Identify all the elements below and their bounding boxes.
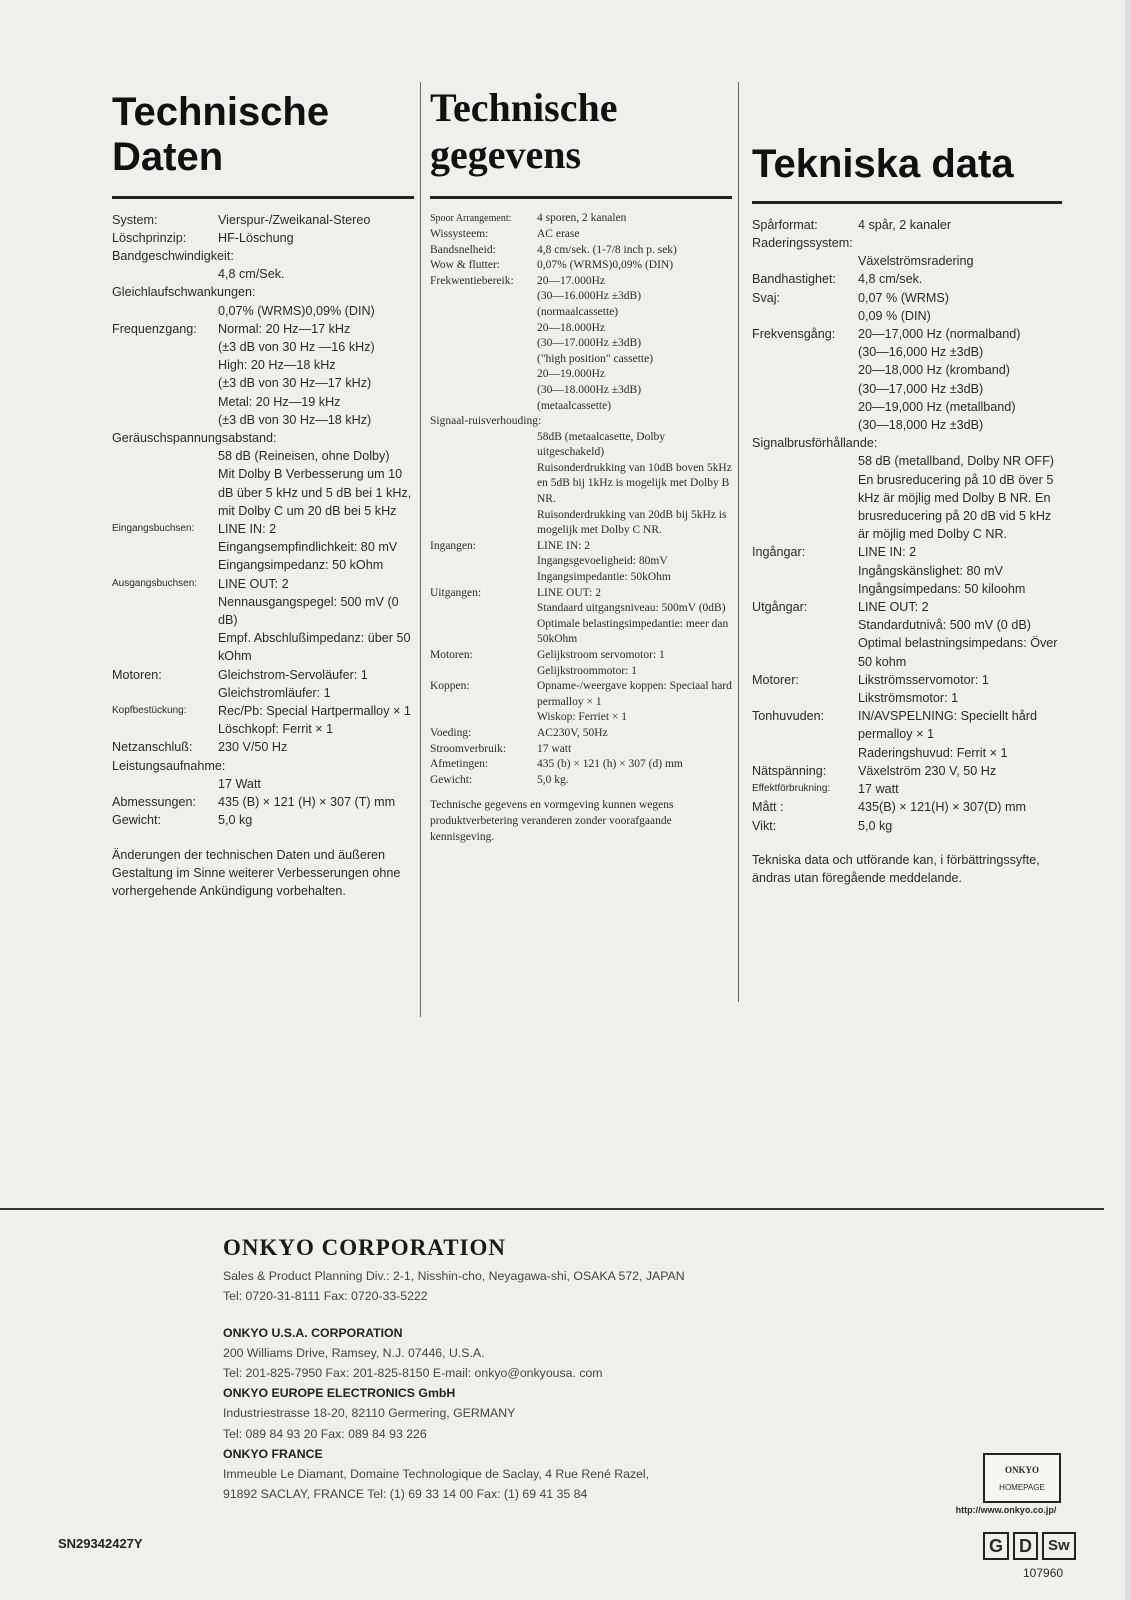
spec-row — [430, 679, 732, 726]
spec-value-line: 4,8 cm/sek. — [858, 272, 923, 287]
spec-row — [430, 757, 732, 773]
spec-row — [430, 742, 732, 758]
spec-value-line: 20—18,000 Hz (kromband) — [858, 363, 1010, 378]
serial-number: SN29342427Y — [58, 1536, 143, 1551]
spec-value-line: LINE OUT: 2 — [858, 600, 929, 615]
spec-label — [752, 252, 858, 270]
spec-row — [430, 258, 732, 274]
page-edge — [1125, 0, 1131, 1600]
spec-value — [537, 726, 732, 742]
spec-row — [752, 216, 1062, 234]
homepage-url: http://www.onkyo.co.jp/ — [955, 1505, 1057, 1515]
spec-row — [112, 429, 414, 447]
swedish-column — [752, 84, 1062, 887]
spec-label: Eingangsbuchsen: — [112, 523, 195, 535]
onkyo-homepage-logo — [955, 1453, 1063, 1515]
spec-value — [537, 757, 732, 773]
spec-value-line: AC erase — [537, 227, 580, 240]
spec-value-line: Ingångsimpedans: 50 kiloohm — [858, 581, 1026, 596]
swedish-note: Tekniska data och utförande kan, i förbättringssyfte, ändras utan föregående meddelande. — [752, 852, 1040, 885]
spec-row — [430, 211, 732, 227]
spec-label: Utgångar: — [752, 600, 808, 615]
spec-row — [752, 325, 1062, 434]
swedish-spec-list — [752, 216, 1062, 835]
spec-value — [858, 325, 1062, 434]
spec-value-line: 4 sporen, 2 kanalen — [537, 212, 627, 225]
spec-label: Svaj: — [752, 290, 780, 305]
spec-value-line: (±3 dB von 30 Hz—18 kHz) — [218, 412, 372, 427]
spec-label: Gewicht: — [112, 813, 161, 828]
spec-row — [752, 762, 1062, 780]
logo-box — [983, 1453, 1061, 1503]
spec-value-line: Gelijkstroom servomotor: 1 — [537, 649, 665, 661]
spec-value — [218, 775, 414, 793]
spec-value — [537, 773, 732, 789]
france-address-line2: 91892 SACLAY, FRANCE Tel: (1) 69 33 14 00 Fax: (1) 69 41 35 84 — [223, 1487, 588, 1502]
spec-value-line: (±3 dB von 30 Hz —16 kHz) — [218, 340, 375, 355]
spec-label — [112, 302, 218, 320]
german-title-rule — [112, 196, 414, 199]
spec-value-line: HF-Löschung — [218, 230, 294, 245]
spec-row — [752, 234, 1062, 252]
spec-label: Frekvensgång: — [752, 327, 836, 342]
spec-value-line: Empf. Abschlußimpedanz: über 50 kOhm — [218, 631, 411, 664]
dutch-spec-list — [430, 211, 732, 788]
spec-row — [112, 757, 414, 775]
spec-label: Geräuschspannungsabstand: — [112, 431, 277, 446]
spec-row — [112, 666, 414, 702]
spec-value-line: Optimale belastingsimpedantie: meer dan 50kOhm — [537, 617, 729, 646]
spec-value — [858, 289, 1062, 325]
spec-label: Koppen: — [430, 680, 470, 693]
spec-value — [858, 671, 1062, 707]
spec-value — [218, 666, 414, 702]
spec-label: Frequenzgang: — [112, 321, 197, 336]
spec-value-line: AC230V, 50Hz — [537, 726, 608, 739]
spec-label: Ingångar: — [752, 545, 806, 560]
spec-value-line: 20—17,000 Hz (normalband) — [858, 327, 1021, 342]
spec-label: Uitgangen: — [430, 586, 482, 599]
spec-value-line: 5,0 kg — [858, 818, 893, 833]
europe-phone: Tel: 089 84 93 20 Fax: 089 84 93 226 — [223, 1426, 427, 1441]
spec-label: Afmetingen: — [430, 758, 489, 771]
spec-row — [430, 274, 732, 414]
spec-value-line: Normal: 20 Hz—17 kHz — [218, 321, 351, 336]
spec-row — [112, 775, 414, 793]
spec-value-line: 58 dB (Reineisen, ohne Dolby) — [218, 449, 390, 464]
spec-value-line: 4 spår, 2 kanaler — [858, 217, 952, 232]
spec-value-line: Växelström 230 V, 50 Hz — [858, 763, 997, 778]
spec-value — [218, 229, 414, 247]
german-note: Änderungen der technischen Daten und äußeren Gestaltung im Sinne weiterer Verbesserungen ohne vorhergehende Ankündigung vorbehalten. — [112, 847, 401, 898]
usa-address: 200 Williams Drive, Ramsey, N.J. 07446, U.S.A. — [223, 1345, 485, 1360]
spec-value — [218, 811, 414, 829]
spec-row — [430, 726, 732, 742]
spec-row — [752, 543, 1062, 598]
spec-value-line: (30—17,000 Hz ±3dB) — [858, 381, 984, 396]
spec-label: Motoren: — [112, 667, 162, 682]
spec-value-line: Metal: 20 Hz—19 kHz — [218, 394, 341, 409]
spec-value-line: Gleichstrom-Servoläufer: 1 — [218, 667, 368, 682]
german-title: Technische Daten — [112, 90, 330, 179]
spec-value — [858, 543, 1062, 598]
spec-value-line: 0,07% (WRMS)0,09% (DIN) — [218, 303, 375, 318]
spec-value — [218, 520, 414, 575]
spec-value-line: 435 (B) × 121 (H) × 307 (T) mm — [218, 795, 396, 810]
spec-row — [112, 811, 414, 829]
spec-value-line: Ruisonderdrukking van 10dB boven 5kHz en 5dB bij 1kHz is mogelijk met Dolby B NR. — [537, 461, 732, 506]
spec-value — [537, 679, 732, 726]
spec-value-line: Växelströmsradering — [858, 254, 974, 269]
spec-value-line: Nennausgangspegel: 500 mV (0 dB) — [218, 594, 399, 628]
spec-value — [537, 243, 732, 259]
spec-label: Frekwentiebereik: — [430, 274, 514, 287]
spec-row — [430, 243, 732, 259]
spec-label: Effektförbrukning: — [752, 783, 831, 795]
spec-label: Wow & flutter: — [430, 259, 500, 272]
spec-value-line: Likströmsmotor: 1 — [858, 691, 959, 706]
spec-value — [218, 265, 414, 283]
spec-value-line: Vierspur-/Zweikanal-Stereo — [218, 212, 371, 227]
spec-value — [537, 274, 732, 414]
spec-label: Kopfbestückung: — [112, 705, 187, 717]
france-address: Immeuble Le Diamant, Domaine Technologique de Saclay, 4 Rue René Razel, — [223, 1467, 650, 1482]
spec-value-line: 0,09 % (DIN) — [858, 308, 931, 323]
spec-row — [112, 283, 414, 301]
spec-row — [752, 289, 1062, 325]
spec-value-line: LINE IN: 2 — [537, 539, 591, 552]
spec-row — [430, 773, 732, 789]
spec-value — [537, 258, 732, 274]
spec-label: Tonhuvuden: — [752, 709, 825, 724]
spec-label: Bandhastighet: — [752, 272, 837, 287]
spec-value-line: 0,07 % (WRMS) — [858, 290, 949, 305]
spec-value-line: LINE OUT: 2 — [537, 586, 601, 599]
spec-value-line: Optimal belastningsimpedans: Över 50 kohm — [858, 636, 1058, 669]
spec-row — [752, 707, 1062, 762]
corporation-name: ONKYO CORPORATION — [223, 1235, 506, 1260]
document-code: 107960 — [1023, 1566, 1064, 1580]
spec-value-line: IN/AVSPELNING: Speciellt hård permalloy × 1 — [858, 709, 1037, 742]
spec-row — [752, 817, 1062, 835]
spec-value — [537, 430, 732, 539]
spec-label: Netzanschluß: — [112, 740, 193, 755]
spec-value-line: High: 20 Hz—18 kHz — [218, 358, 336, 373]
spec-label: Löschprinzip: — [112, 230, 187, 245]
language-code-g: G — [983, 1532, 1009, 1560]
spec-value — [858, 780, 1062, 798]
spec-row — [112, 247, 414, 265]
spec-label: Motorer: — [752, 672, 799, 687]
spec-value-line: Ingangsimpedantie: 50kOhm — [537, 571, 671, 584]
spec-value-line: En brusreducering på 10 dB över 5 kHz är möjlig med Dolby B NR. En brusreducering på 20 dB vid 5 kHz är möjlig med Dolby C NR. — [858, 472, 1054, 542]
spec-value-line: Gleichstromläufer: 1 — [218, 685, 331, 700]
spec-value — [858, 598, 1062, 671]
spec-value-line: LINE IN: 2 — [218, 522, 277, 537]
spec-label — [112, 265, 218, 283]
spec-value — [858, 216, 1062, 234]
column-divider-2 — [738, 82, 739, 1002]
corporation-address: Sales & Product Planning Div.: 2-1, Nisshin-cho, Neyagawa-shi, OSAKA 572, JAPAN — [223, 1269, 685, 1284]
spec-value-line: 5,0 kg — [218, 813, 253, 828]
spec-value-line: Opname-/weergave koppen: Speciaal hard permalloy × 1 — [537, 680, 732, 708]
spec-label — [430, 430, 537, 539]
spec-value — [537, 227, 732, 243]
spec-value-line: LINE OUT: 2 — [218, 576, 289, 591]
dutch-title-rule — [430, 196, 732, 199]
german-column — [112, 84, 414, 900]
spec-row — [112, 520, 414, 575]
spec-value — [537, 539, 732, 586]
spec-value-line: 17 watt — [858, 782, 899, 797]
corporation-phone: Tel: 0720-31-8111 Fax: 0720-33-5222 — [223, 1289, 428, 1304]
spec-value-line: 435(B) × 121(H) × 307(D) mm — [858, 800, 1026, 815]
spec-row — [430, 430, 732, 539]
spec-value-line: 17 Watt — [218, 776, 261, 791]
spec-value-line: Rec/Pb: Special Hartpermalloy × 1 — [218, 704, 411, 719]
logo-brand: ONKYO — [1004, 1465, 1039, 1475]
spec-value-line: Löschkopf: Ferrit × 1 — [218, 722, 334, 737]
spec-value — [537, 211, 732, 227]
spec-label: Ingangen: — [430, 539, 476, 552]
spec-value — [218, 320, 414, 429]
spec-value-line: 20—18.000Hz — [537, 321, 606, 334]
spec-value-line: 17 watt — [537, 742, 572, 755]
spec-value-line: (normaalcassette) — [537, 305, 619, 318]
spec-label: Vikt: — [752, 818, 777, 833]
spec-value-line: Eingangsempfindlichkeit: 80 mV — [218, 540, 398, 555]
spec-label: Bandsnelheid: — [430, 243, 496, 256]
spec-label — [112, 447, 218, 520]
spec-row — [112, 447, 414, 520]
spec-value-line: 4,8 cm/Sek. — [218, 267, 285, 282]
spec-label — [112, 775, 218, 793]
spec-row — [752, 252, 1062, 270]
spec-value-line: Eingangsimpedanz: 50 kOhm — [218, 558, 384, 573]
german-spec-list — [112, 211, 414, 830]
spec-value-line: 58 dB (metallband, Dolby NR OFF) — [858, 454, 1054, 469]
spec-label: Wissysteem: — [430, 227, 489, 240]
spec-row — [112, 793, 414, 811]
spec-label: Abmessungen: — [112, 795, 197, 810]
spec-value-line: LINE IN: 2 — [858, 545, 917, 560]
footer-rule — [0, 1208, 1104, 1210]
spec-value-line: 230 V/50 Hz — [218, 740, 288, 755]
spec-label: Signaal-ruisverhouding: — [430, 415, 542, 428]
spec-label: Nätspänning: — [752, 763, 827, 778]
spec-row — [112, 265, 414, 283]
spec-value-line: 58dB (metaalcasette, Dolby uitgeschakeld) — [537, 430, 666, 459]
spec-row — [112, 302, 414, 320]
spec-row — [430, 539, 732, 586]
language-codes — [983, 1532, 1076, 1560]
spec-value — [218, 447, 414, 520]
spec-value-line: (30—16.000Hz ±3dB) — [537, 290, 642, 303]
spec-label: Voeding: — [430, 726, 472, 739]
spec-value — [537, 586, 732, 648]
spec-value-line: (metaalcassette) — [537, 399, 612, 412]
spec-label: Raderingssystem: — [752, 236, 853, 250]
dutch-note: Technische gegevens en vormgeving kunnen wegens produktverbetering veranderen zonder voorafgaande kennisgeving. — [430, 799, 674, 843]
spec-value-line: Standaard uitgangsniveau: 500mV (0dB) — [537, 602, 726, 615]
spec-value-line: 20—17.000Hz — [537, 274, 606, 287]
spec-value-line: Likströmsservomotor: 1 — [858, 672, 989, 687]
spec-row — [112, 320, 414, 429]
spec-row — [112, 738, 414, 756]
spec-value-line: 5,0 kg. — [537, 773, 569, 786]
spec-value-line: (30—17.000Hz ±3dB) — [537, 337, 642, 350]
spec-row — [112, 575, 414, 666]
language-code-sw: Sw — [1042, 1532, 1076, 1560]
spec-value-line: Raderingshuvud: Ferrit × 1 — [858, 745, 1008, 760]
spec-value — [858, 762, 1062, 780]
footer-addresses — [223, 1235, 843, 1504]
spec-value-line: (30—16,000 Hz ±3dB) — [858, 345, 984, 360]
spec-row — [112, 702, 414, 738]
spec-value — [858, 270, 1062, 288]
spec-value — [218, 793, 414, 811]
spec-value-line: Standardutnivå: 500 mV (0 dB) — [858, 618, 1031, 633]
dutch-title: Technische gegevens — [430, 85, 618, 178]
spec-value — [218, 738, 414, 756]
language-code-d: D — [1013, 1532, 1038, 1560]
spec-value-line: ("high position" cassette) — [537, 352, 654, 365]
spec-value — [858, 817, 1062, 835]
spec-row — [752, 798, 1062, 816]
spec-label: Motoren: — [430, 649, 473, 661]
spec-label: Gleichlaufschwankungen: — [112, 285, 256, 300]
spec-value-line: Mit Dolby B Verbesserung um 10 dB über 5 kHz und 5 dB bei 1 kHz, mit Dolby C um 20 dB bei 5 kHz — [218, 467, 412, 518]
spec-row — [752, 671, 1062, 707]
spec-value-line: (30—18,000 Hz ±3dB) — [858, 418, 984, 433]
spec-row — [430, 648, 732, 679]
spec-row — [752, 270, 1062, 288]
spec-value-line: 435 (b) × 121 (h) × 307 (d) mm — [537, 758, 683, 771]
spec-value-line: 20—19,000 Hz (metallband) — [858, 399, 1016, 414]
spec-value — [218, 575, 414, 666]
spec-label: Spårformat: — [752, 217, 818, 232]
spec-row — [430, 586, 732, 648]
spec-value-line: 4,8 cm/sek. (1-7/8 inch p. sek) — [537, 243, 677, 256]
spec-row — [752, 452, 1062, 543]
spec-label: Leistungsaufnahme: — [112, 758, 226, 773]
spec-value-line: (30—18.000Hz ±3dB) — [537, 383, 642, 396]
spec-value-line: Ingångskänslighet: 80 mV — [858, 563, 1003, 578]
spec-row — [112, 211, 414, 229]
spec-value — [218, 211, 414, 229]
spec-value-line: Gelijkstroommotor: 1 — [537, 664, 637, 677]
spec-value — [858, 798, 1062, 816]
spec-row — [112, 229, 414, 247]
spec-label: Mått : — [752, 800, 784, 815]
spec-value-line: 0,07% (WRMS)0,09% (DIN) — [537, 259, 674, 272]
spec-row — [752, 780, 1062, 798]
spec-row — [752, 598, 1062, 671]
logo-homepage: HOMEPAGE — [999, 1483, 1045, 1492]
spec-label: Stroomverbruik: — [430, 742, 507, 755]
spec-row — [430, 414, 732, 430]
spec-value — [218, 302, 414, 320]
spec-value — [218, 702, 414, 738]
france-name: ONKYO FRANCE — [223, 1446, 323, 1461]
spec-value-line: Ingangsgevoeligheid: 80mV — [537, 555, 668, 568]
spec-label: Gewicht: — [430, 773, 473, 786]
spec-label: Ausgangsbuchsen: — [112, 577, 198, 589]
spec-value — [537, 742, 732, 758]
usa-phone: Tel: 201-825-7950 Fax: 201-825-8150 E-mail: onkyo@onkyousa. com — [223, 1366, 603, 1381]
spec-value-line: Ruisonderdrukking van 20dB bij 5kHz is mogelijk met Dolby C NR. — [537, 508, 727, 537]
spec-label: Bandgeschwindigkeit: — [112, 249, 234, 263]
swedish-title: Tekniska data — [752, 142, 1014, 186]
spec-label: System: — [112, 212, 158, 227]
spec-value-line: 20—19.000Hz — [537, 368, 606, 381]
dutch-column — [430, 84, 732, 846]
spec-value-line: Wiskop: Ferriet × 1 — [537, 711, 628, 724]
spec-value — [858, 252, 1062, 270]
europe-address: Industriestrasse 18-20, 82110 Germering, GERMANY — [223, 1406, 516, 1421]
spec-value — [858, 707, 1062, 762]
spec-value — [537, 648, 732, 679]
spec-label: Signalbrusförhållande: — [752, 436, 878, 451]
swedish-title-rule — [752, 201, 1062, 204]
spec-value — [858, 452, 1062, 543]
europe-name: ONKYO EUROPE ELECTRONICS GmbH — [223, 1386, 456, 1401]
usa-name: ONKYO U.S.A. CORPORATION — [223, 1325, 403, 1340]
spec-label: Spoor Arrangement: — [430, 213, 512, 225]
spec-label — [752, 452, 858, 543]
spec-row — [430, 227, 732, 243]
column-divider-1 — [420, 82, 421, 1017]
spec-row — [752, 434, 1062, 452]
spec-value-line: (±3 dB von 30 Hz—17 kHz) — [218, 376, 372, 391]
